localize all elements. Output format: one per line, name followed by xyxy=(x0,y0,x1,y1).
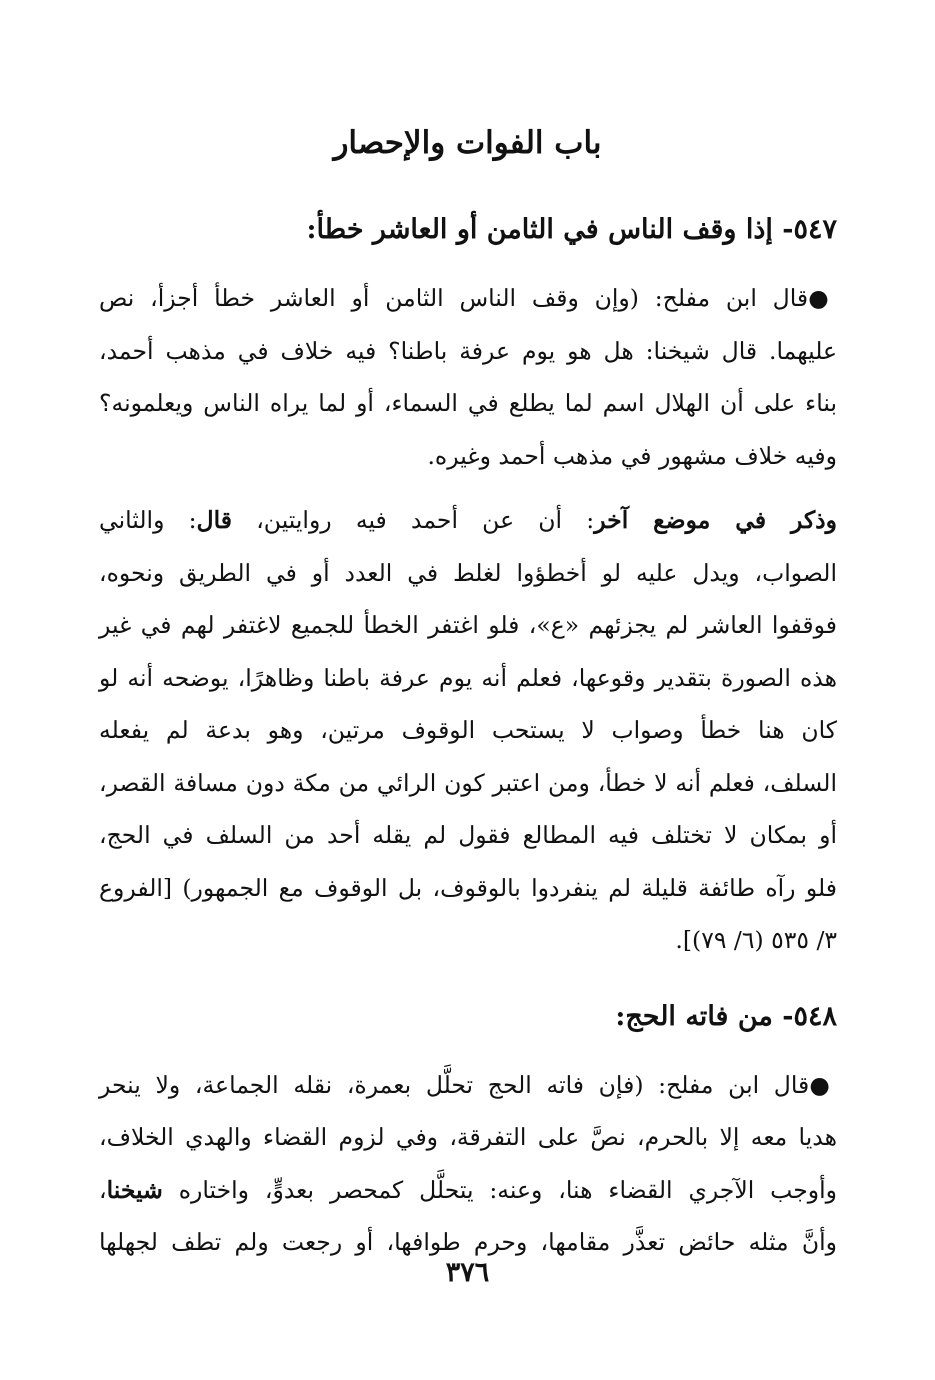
text-line: وفيه خلاف مشهور في مذهب أحمد وغيره. xyxy=(427,441,837,470)
text-line xyxy=(99,1164,837,1217)
bullet-icon: ● xyxy=(809,1070,837,1099)
text-line: فلو رآه طائفة قليلة لم ينفردوا بالوقوف، بل الوقوف مع الجمهور) [الفروع xyxy=(99,873,837,902)
text-line: عليهما. قال شيخنا: هل هو يوم عرفة باطنا؟ فيه خلاف في مذهب أحمد، xyxy=(99,336,837,365)
text-line: الصواب، ويدل عليه لو أخطؤوا لغلط في العدد أو في الطريق ونحوه، xyxy=(99,558,837,587)
text-run: قال ابن مفلح: (فإن فاته الحج تحلَّل بعمرة، نقله الجماعة، ولا ينحر xyxy=(99,1070,810,1099)
page-body xyxy=(99,208,837,1269)
text-line xyxy=(99,272,837,325)
text-line: هديا معه إلا بالحرم، نصَّ على التفرقة، وفي لزوم القضاء والهدي الخلاف، xyxy=(99,1123,837,1151)
text-line: أو بمكان لا تختلف فيه المطالع فقول لم يقله أحد من السلف في الحج، xyxy=(99,821,837,849)
text-line xyxy=(99,1059,837,1112)
text-run: : أن عن أحمد فيه روايتين، xyxy=(232,506,595,534)
text-line: وأنَّ مثله حائض تعذَّر مقامها، وحرم طوافها، أو رجعت ولم تطف لجهلها xyxy=(99,1228,837,1256)
text-run: وأوجب الآجري القضاء هنا، وعنه: يتحلَّل كمحصر بعدوٍّ، واختاره xyxy=(162,1175,837,1204)
text-line: بناء على أن الهلال اسم لما يطلع في السماء، أو لما يراه الناس ويعلمونه؟ xyxy=(99,389,837,417)
text-line xyxy=(99,494,837,547)
text-line: هذه الصورة بتقدير وقوعها، فعلم أنه يوم عرفة باطنا وظاهرًا، يوضحه أنه لو xyxy=(99,663,837,692)
text-line: فوقفوا العاشر لم يجزئهم «ع»، فلو اغتفر الخطأ للجميع لاغتفر لهم في غير xyxy=(99,611,837,639)
page-number: ٣٧٦ xyxy=(445,1257,490,1288)
section-547-paragraph-1 xyxy=(99,272,837,482)
bold-phrase: قال xyxy=(196,506,233,534)
text-run: قال ابن مفلح: (وإن وقف الناس الثامن أو العاشر خطأ أجزأ، نص xyxy=(99,284,809,312)
text-line: السلف، فعلم أنه لا خطأ، ومن اعتبر كون الرائي من مكة دون مسافة القصر، xyxy=(99,768,837,797)
text-run: ، xyxy=(99,1175,107,1204)
chapter-title: باب الفوات والإحصار xyxy=(333,125,602,161)
citation-line: ٣/ ٥٣٥ (٦/ ٧٩)]. xyxy=(675,926,837,954)
section-548-heading: ٥٤٨- من فاته الحج: xyxy=(615,1000,837,1032)
bold-phrase: شيخنا xyxy=(106,1175,163,1204)
text-line: كان هنا خطأ وصواب لا يستحب الوقوف مرتين، وهو بدعة لم يفعله xyxy=(99,716,837,744)
bullet-icon: ● xyxy=(808,284,837,312)
section-547-heading: ٥٤٧- إذا وقف الناس في الثامن أو العاشر خطأ: xyxy=(306,214,837,245)
section-547-paragraph-2 xyxy=(99,494,837,967)
bold-phrase: وذكر في موضع آخر xyxy=(594,506,837,534)
text-run: : والثاني xyxy=(99,506,197,534)
section-548-paragraph-1 xyxy=(99,1059,837,1269)
